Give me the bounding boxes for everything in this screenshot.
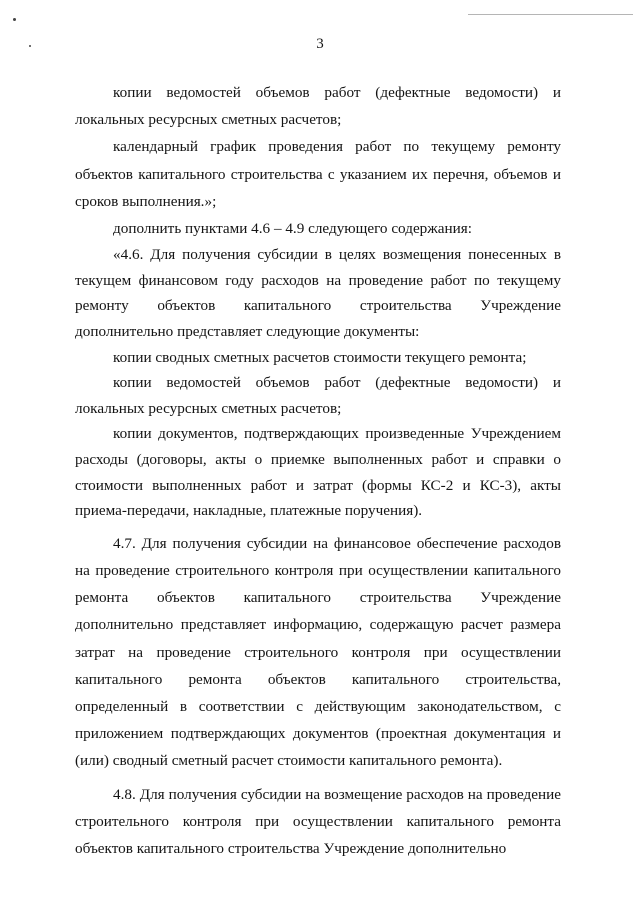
paragraph-defect-statements: копии ведомостей объемов работ (дефектные ведомости) и локальных ресурсных сметных расчетов; — [75, 84, 561, 129]
scan-edge-line — [468, 14, 633, 15]
scan-speck — [13, 18, 16, 21]
paragraph-clause-4-7: 4.7. Для получения субсидии на финансовое обеспечение расходов на проведение строительного контроля при осуществлении капитального ремонта объектов капитального строительства Учреждение дополнительно представляет информацию, содержащую расчет размера затрат на проведение строительного контроля при осуществлении капитального ремонта объектов капитального строительства, определенный в соответствии с действующим законодательством, с приложением подтверждающих документов (проектная документация и (или) сводный сметный расчет стоимости капитального ремонта). — [75, 534, 561, 770]
paragraph-clause-4-8: 4.8. Для получения субсидии на возмещение расходов на проведение строительного контроля при осуществлении капитального ремонта объектов капитального строительства Учреждение дополнительно — [75, 785, 561, 857]
paragraph-expense-documents: копии документов, подтверждающих произведенные Учреждением расходы (договоры, акты о приемке выполненных работ и справки о стоимости выполненных работ и затрат (формы КС-2 и КС-3), акты приема-передачи, накладные, платежные поручения). — [75, 425, 561, 520]
page-number: 3 — [316, 36, 324, 52]
paragraph-schedule: календарный график проведения работ по текущему ремонту объектов капитального строительства с указанием их перечня, объемов и сроков выполнения.»; — [75, 138, 561, 210]
paragraph-defect-statements-2: копии ведомостей объемов работ (дефектные ведомости) и локальных ресурсных сметных расчетов; — [75, 374, 561, 417]
document-body — [75, 79, 561, 862]
paragraph-summary-estimates: копии сводных сметных расчетов стоимости текущего ремонта; — [113, 348, 527, 366]
paragraph-clause-4-6: «4.6. Для получения субсидии в целях возмещения понесенных в текущем финансовом году расходов на проведение работ по текущему ремонту объектов капитального строительства Учреждение дополнительно представляет следующие документы: — [75, 246, 561, 340]
paragraph-amendment-intro: дополнить пунктами 4.6 – 4.9 следующего содержания: — [113, 220, 472, 238]
